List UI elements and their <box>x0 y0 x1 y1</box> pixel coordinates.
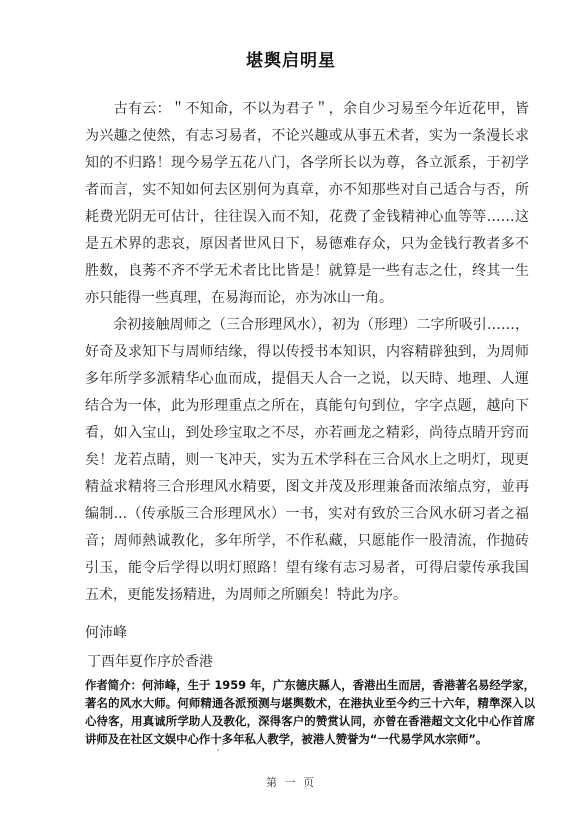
preface-paragraph-1: 古有云：＂不知命，不以为君子＂，余自少习易至今年近花甲，皆为兴趣之使然，有志习易者，不论兴趣或从事五术者，实为一条漫长求知的不归路！现今易学五花八门，各学所长以为尊，各立派系，于初学者而言，实不知如何去区别何为真章，亦不知那些对自己适合与否，所耗费光阴无可估计，往往误入而不知，花费了金钱精神心血等等……这是五术界的悲哀，原因者世风日下，易德难存众，只为金钱行教者多不胜数，良莠不齐不学无术者比比皆是！就算是一些有志之仕，终其一生亦只能得一些真理，在易海而论，亦为冰山一角。 <box>85 101 529 306</box>
dateline: 丁酉年夏作序於香港 <box>87 654 213 670</box>
author-bio: 作者简介：何沛峰，生于 1959 年，广东德庆縣人，香港出生而居，香港著名易经学家，著名的风水大师。何师精通各派预测与堪舆数术，在港执业至今约三十六年，精準深入以心待客，用真诚所学助人及教化，深得客户的赞赏认同，亦曾在香港超文文化中心作首席讲师及在社区文娱中心作十多年私人教学，被港人赞誉为“一代易学风水宗师”。 <box>85 678 535 746</box>
author-signature: 何沛峰 <box>85 625 127 641</box>
page-number: 第 一 页 <box>266 776 316 789</box>
page-title: 堪舆启明星 <box>246 51 336 71</box>
scan-speck <box>217 749 219 751</box>
preface-body <box>85 96 529 609</box>
preface-paragraph-2: 余初接触周师之（三合形理风水），初为（形理）二字所吸引……，好奇及求知下与周师结缘，得以传授书本知识，内容精辟独到，为周师多年所学多派精华心血而成，提倡天人合一之说，以天時、地理、人運结合为一体，此为形理重点之所在，真能句句到位，字字点题，越向下看，如入宝山，到处珍宝取之不尽，亦若画龙之精彩，尚待点睛开窍而矣！龙若点睛，则一飞冲天，实为五术学科在三合风水上之明灯，现更精益求精将三合形理风水精要，图文并茂及形理兼备而浓缩点穷，並再编制...（传承版三合形理风水）一书，实对有致於三合风水研习者之福音；周师熱诚教化，多年所学，不作私藏，只愿能作一股清流，作抛砖引玉，能令后学得以明灯照路！望有缘有志习易者，可得启蒙传承我国五术，更能发扬精进，为周师之所願矣！特此为序。 <box>85 317 529 603</box>
